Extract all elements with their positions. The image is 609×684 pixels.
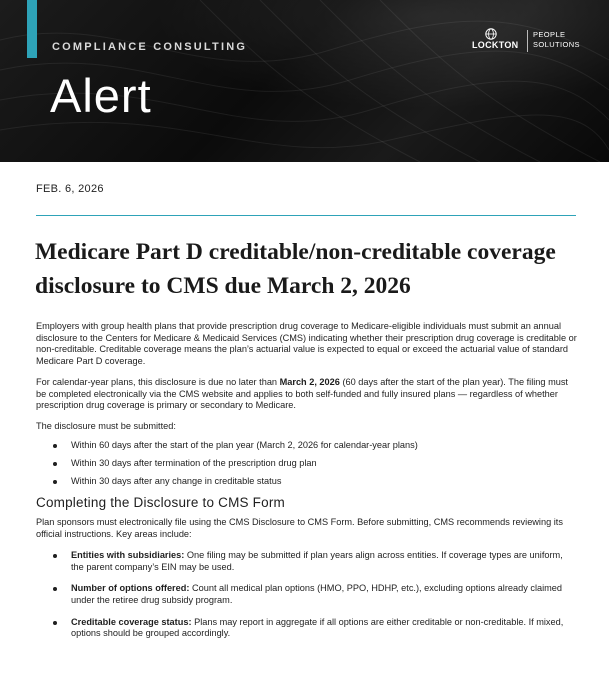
logo-tagline-line1: PEOPLE <box>533 30 566 39</box>
deadline-post: (60 days after the start of the plan year). The filing must be completed electronically via the CMS website and applies to both self-funded and fully insured plans — regardless of whether prescription drug coverage is primary or secondary to Medicare. <box>36 376 568 411</box>
list-item <box>36 550 578 573</box>
submitted-intro: The disclosure must be submitted: <box>36 420 176 431</box>
submit-list <box>36 440 578 488</box>
logo-tagline <box>533 30 580 50</box>
date-divider <box>36 215 576 216</box>
bullet-icon <box>53 554 57 558</box>
section-intro: Plan sponsors must electronically file using the CMS Disclosure to CMS Form. Before submitting, CMS recommends reviewing its official instructions. Key areas include: <box>36 517 563 540</box>
bullet-icon <box>53 480 57 484</box>
list-item <box>36 440 578 452</box>
list-item <box>36 458 578 470</box>
list-item-text: Within 30 days after any change in creditable status <box>71 476 282 487</box>
section-heading: Completing the Disclosure to CMS Form <box>36 494 285 510</box>
key-area-label: Creditable coverage status: <box>71 616 192 627</box>
banner-kicker: COMPLIANCE CONSULTING <box>52 41 248 53</box>
deadline-date: March 2, 2026 <box>279 376 340 387</box>
bullet-icon <box>53 621 57 625</box>
key-area-text: Count all medical plan options (HMO, PPO, HDHP, etc.), excluding options already claimed under the retiree drug subsidy program. <box>71 583 563 605</box>
header-banner <box>0 0 609 162</box>
deadline-paragraph <box>36 377 578 412</box>
deadline-pre: For calendar-year plans, this disclosure is due no later than <box>36 376 280 387</box>
globe-icon <box>484 28 498 40</box>
publish-date: FEB. 6, 2026 <box>36 183 104 195</box>
bullet-icon <box>53 444 57 448</box>
key-area-text: One filing may be submitted if plan years align across entities. If coverage types are uniform, the parent company’s EIN may be used. <box>71 549 563 572</box>
list-item <box>36 617 578 640</box>
list-item-text: Within 60 days after the start of the plan year (March 2, 2026 for calendar-year plans) <box>71 439 418 450</box>
key-areas-list <box>36 550 578 640</box>
banner-title: Alert <box>50 69 152 122</box>
key-area-text: Plans may report in aggregate if all options are either creditable or non-creditable. If mixed, options should be grouped accordingly. <box>71 616 564 639</box>
page-title: Medicare Part D creditable/non-creditable coverage disclosure to CMS due March 2, 2026 <box>35 239 556 299</box>
logo-tagline-line2: SOLUTIONS <box>533 40 580 49</box>
article-body <box>36 321 578 650</box>
key-area-label: Number of options offered: <box>71 583 190 594</box>
list-item <box>36 476 578 488</box>
accent-bar <box>27 0 37 58</box>
lockton-logo <box>472 28 592 54</box>
logo-divider <box>527 30 528 52</box>
key-area-label: Entities with subsidiaries: <box>71 549 185 560</box>
bullet-icon <box>53 462 57 466</box>
logo-brand: LOCKTON <box>472 40 519 50</box>
list-item-text: Within 30 days after termination of the prescription drug plan <box>71 457 317 468</box>
intro-paragraph: Employers with group health plans that provide prescription drug coverage to Medicare-eligible individuals must submit an annual disclosure to the Centers for Medicare & Medicaid Services (CMS) indicating whether their prescription drug coverage is creditable or non-creditable. Creditable coverage means the plan’s actuarial value is expected to equal or exceed the actuarial value of standard Medicare Part D coverage. <box>36 321 577 367</box>
bullet-icon <box>53 587 57 591</box>
list-item <box>36 583 578 606</box>
